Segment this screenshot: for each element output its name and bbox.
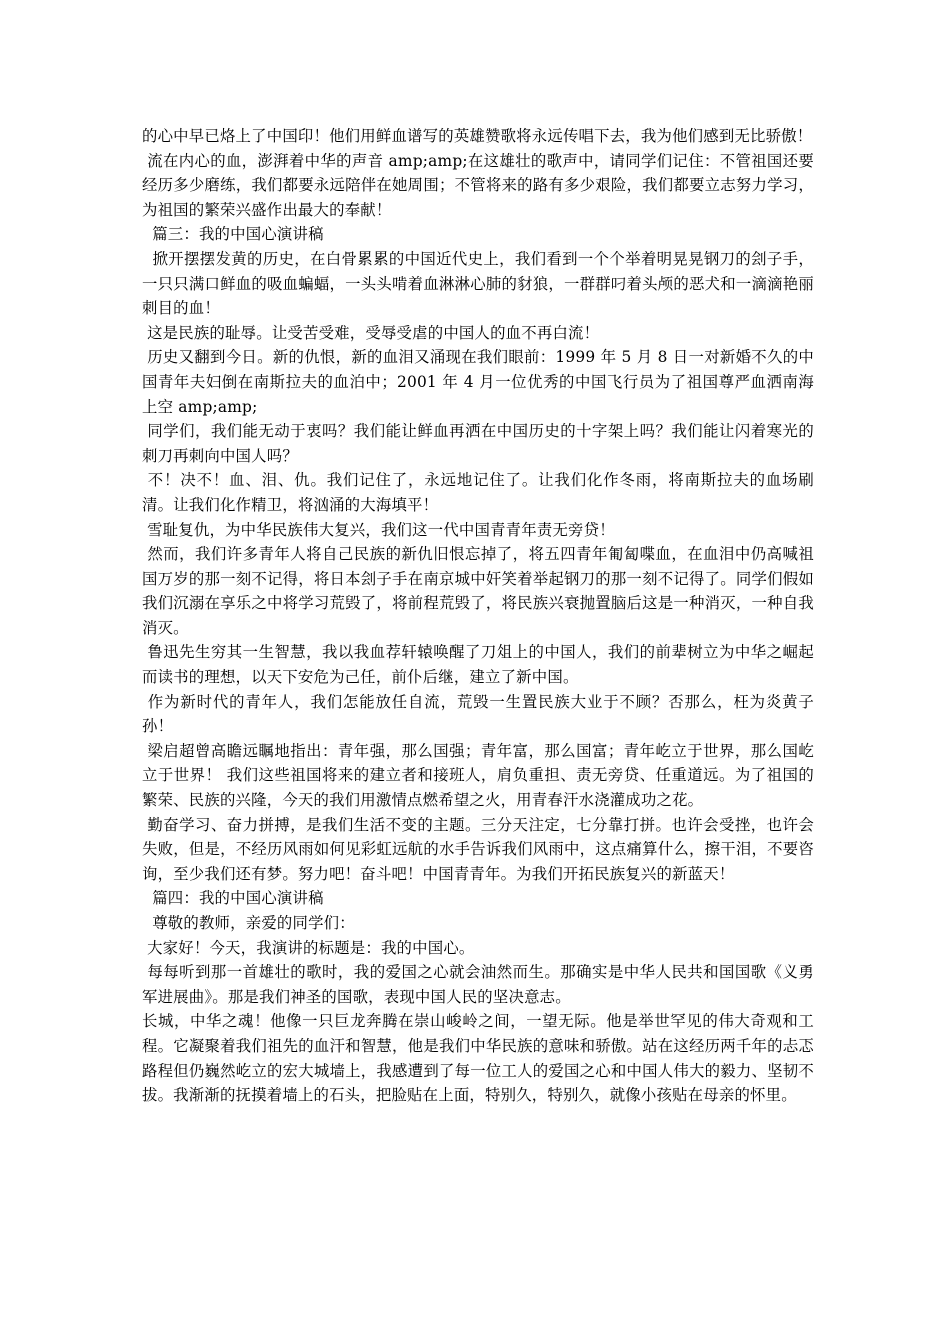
paragraph: 这是民族的耻辱。让受苦受难，受辱受虐的中国人的血不再白流！ [142, 323, 600, 342]
section-heading: 篇三：我的中国心演讲稿 [142, 225, 324, 244]
paragraph: 掀开摆摆发黄的历史，在白骨累累的中国近代史上，我们看到一个个举着明晃晃钢刀的刽子手，一只只满口鲜血的吸血蝙蝠，一头头啃着血淋淋心肺的豺狼，一群群叼着头颅的恶犬和一滴滴艳丽刺目的血！ [142, 249, 814, 318]
paragraph: 鲁迅先生穷其一生智慧，我以我血荐轩辕唤醒了刀俎上的中国人，我们的前辈树立为中华之崛起而读书的理想，以天下安危为己任，前仆后继，建立了新中国。 [142, 643, 815, 687]
paragraph: 大家好！今天，我演讲的标题是：我的中国心。 [142, 938, 475, 957]
paragraph: 作为新时代的青年人，我们怎能放任自流，荒毁一生置民族大业于不顾？否那么，枉为炎黄子孙！ [142, 692, 815, 736]
paragraph: 流在内心的血，澎湃着中华的声音 amp;amp;在这雄壮的歌声中，请同学们记住：不管祖国还要经历多少磨练，我们都要永远陪伴在她周围；不管将来的路有多少艰险，我们都要立志努力学习，为祖国的繁荣兴盛作出最大的奉献！ [142, 151, 814, 219]
paragraph: 同学们，我们能无动于衷吗？我们能让鲜血再洒在中国历史的十字架上吗？我们能让闪着寒光的刺刀再刺向中国人吗？ [142, 422, 815, 465]
paragraph: 勤奋学习、奋力拼搏，是我们生活不变的主题。三分天注定，七分靠打拼。也许会受挫，也许会失败，但是，不经历风雨如何见彩虹远航的水手告诉我们风雨中，这点痛算什么，擦干泪，不要咨询，至少我们还有梦。努力吧！奋斗吧！中国青青年。为我们开拓民族复兴的新蓝天！ [142, 815, 815, 883]
paragraph: 雪耻复仇，为中华民族伟大复兴，我们这一代中国青青年责无旁贷！ [142, 520, 615, 539]
paragraph: 梁启超曾高瞻远瞩地指出：青年强，那么国强；青年富，那么国富；青年屹立于世界，那么国屹立于世界！ 我们这些祖国将来的建立者和接班人，肩负重担、责无旁贷、任重道远。为了祖国的繁荣、民族的兴隆，今天的我们用激情点燃希望之火，用青春汗水浇灌成功之花。 [142, 741, 815, 810]
paragraph: 每每听到那一首雄壮的歌时，我的爱国之心就会油然而生。那确实是中华人民共和国国歌《义勇军进展曲》。那是我们神圣的国歌，表现中国人民的坚决意志。 [142, 963, 815, 1006]
paragraph: 长城，中华之魂！他像一只巨龙奔腾在崇山峻岭之间，一望无际。他是举世罕见的伟大奇观和工程。它凝聚着我们祖先的血汗和智慧，他是我们中华民族的意味和骄傲。站在这经历两千年的忐忑路程但仍巍然屹立的宏大城墙上，我感遭到了每一位工人的爱国之心和中国人伟大的毅力、坚韧不拔。我渐渐的抚摸着墙上的石头，把脸贴在上面，特别久，特别久，就像小孩贴在母亲的怀里。 [142, 1012, 814, 1105]
paragraph: 不！决不！血、泪、仇。我们记住了，永远地记住了。让我们化作冬雨，将南斯拉夫的血场刷清。让我们化作精卫，将汹涌的大海填平！ [142, 471, 815, 514]
paragraph: 的心中早已烙上了中国印！他们用鲜血谱写的英雄赞歌将永远传唱下去，我为他们感到无比骄傲！ [142, 127, 813, 145]
salutation: 尊敬的教师，亲爱的同学们： [142, 914, 355, 932]
paragraph: 历史又翻到今日。新的仇恨，新的血泪又涌现在我们眼前：1999 年 5 月 8 日一对新婚不久的中国青年夫妇倒在南斯拉夫的血泊中；2001 年 4 月一位优秀的中国飞行员为了祖国尊严血洒南海上空 amp;amp; [142, 348, 814, 416]
document-body [142, 124, 814, 1108]
section-heading: 篇四：我的中国心演讲稿 [142, 889, 324, 908]
paragraph: 然而，我们许多青年人将自己民族的新仇旧恨忘掉了，将五四青年匍匐喋血，在血泪中仍高喊祖国万岁的那一刻不记得，将日本刽子手在南京城中奸笑着举起钢刀的那一刻不记得了。同学们假如我们沉溺在享乐之中将学习荒毁了，将前程荒毁了，将民族兴衰抛置脑后这是一种消灭，一种自我消灭。 [142, 545, 815, 637]
